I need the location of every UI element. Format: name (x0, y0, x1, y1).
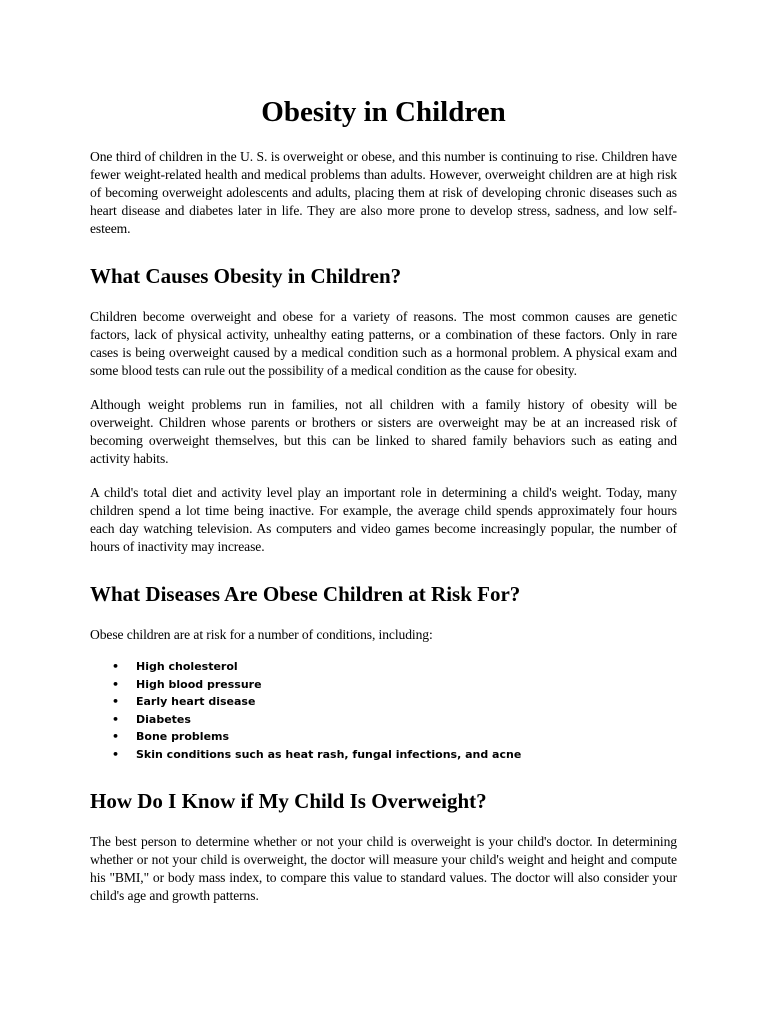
list-item (90, 693, 677, 711)
diseases-paragraph: Obese children are at risk for a number of conditions, including: (90, 627, 433, 642)
section-heading-diseases: What Diseases Are Obese Children at Risk For? (90, 582, 521, 606)
list-item-text: Diabetes (136, 712, 191, 726)
section-heading-causes: What Causes Obesity in Children? (90, 264, 402, 288)
bullet-icon: • (112, 730, 120, 743)
overweight-paragraph: The best person to determine whether or not your child is overweight is your child's doctor. In determining whether or not your child is overweight, the doctor will measure your child's weight and height and compute his "BMI," or body mass index, to compare this value to standard values. The doctor will also consider your child's age and growth patterns. (90, 834, 677, 903)
list-item (90, 746, 677, 764)
bullet-icon: • (112, 712, 120, 726)
list-item-text: Bone problems (136, 730, 230, 743)
bullet-icon: • (112, 660, 120, 673)
list-item-text: Skin conditions such as heat rash, fungal infections, and acne (136, 747, 522, 761)
list-item (90, 676, 677, 694)
document-title: Obesity in Children (261, 96, 506, 128)
causes-paragraph-3: A child's total diet and activity level play an important role in determining a child's weight. Today, many children spend a lot time being inactive. For example, the average child spends approximately four hours each day watching television. As computers and video games become increasingly popular, the number of hours of inactivity may increase. (90, 485, 677, 554)
list-item (90, 728, 677, 746)
causes-paragraph-1: Children become overweight and obese for a variety of reasons. The most common causes are genetic factors, lack of physical activity, unhealthy eating patterns, or a combination of these factors. Only in rare cases is being overweight caused by a medical condition such as a hormonal problem. A physical exam and some blood tests can rule out the possibility of a medical condition as the cause for obesity. (90, 309, 677, 378)
list-item (90, 711, 677, 729)
causes-paragraph-2: Although weight problems run in families, not all children with a family history of obesity will be overweight. Children whose parents or brothers or sisters are overweight may be at an increased risk of becoming overweight themselves, but this can be linked to shared family behaviors such as eating and activity habits. (90, 397, 677, 466)
intro-paragraph: One third of children in the U. S. is overweight or obese, and this number is continuing to rise. Children have fewer weight-related health and medical problems than adults. However, overweight children are at high risk of becoming overweight adolescents and adults, placing them at risk of developing chronic diseases such as heart disease and diabetes later in life. They are also more prone to develop stress, sadness, and low self-esteem. (90, 149, 677, 236)
bullet-icon: • (112, 677, 120, 691)
bullet-icon: • (112, 695, 120, 708)
list-item-text: High blood pressure (136, 677, 262, 691)
list-item (90, 658, 677, 676)
conditions-list (90, 658, 677, 763)
section-heading-overweight: How Do I Know if My Child Is Overweight? (90, 789, 487, 813)
list-item-text: Early heart disease (136, 695, 256, 708)
bullet-icon: • (112, 747, 120, 761)
list-item-text: High cholesterol (136, 660, 238, 673)
document-page (90, 92, 677, 921)
